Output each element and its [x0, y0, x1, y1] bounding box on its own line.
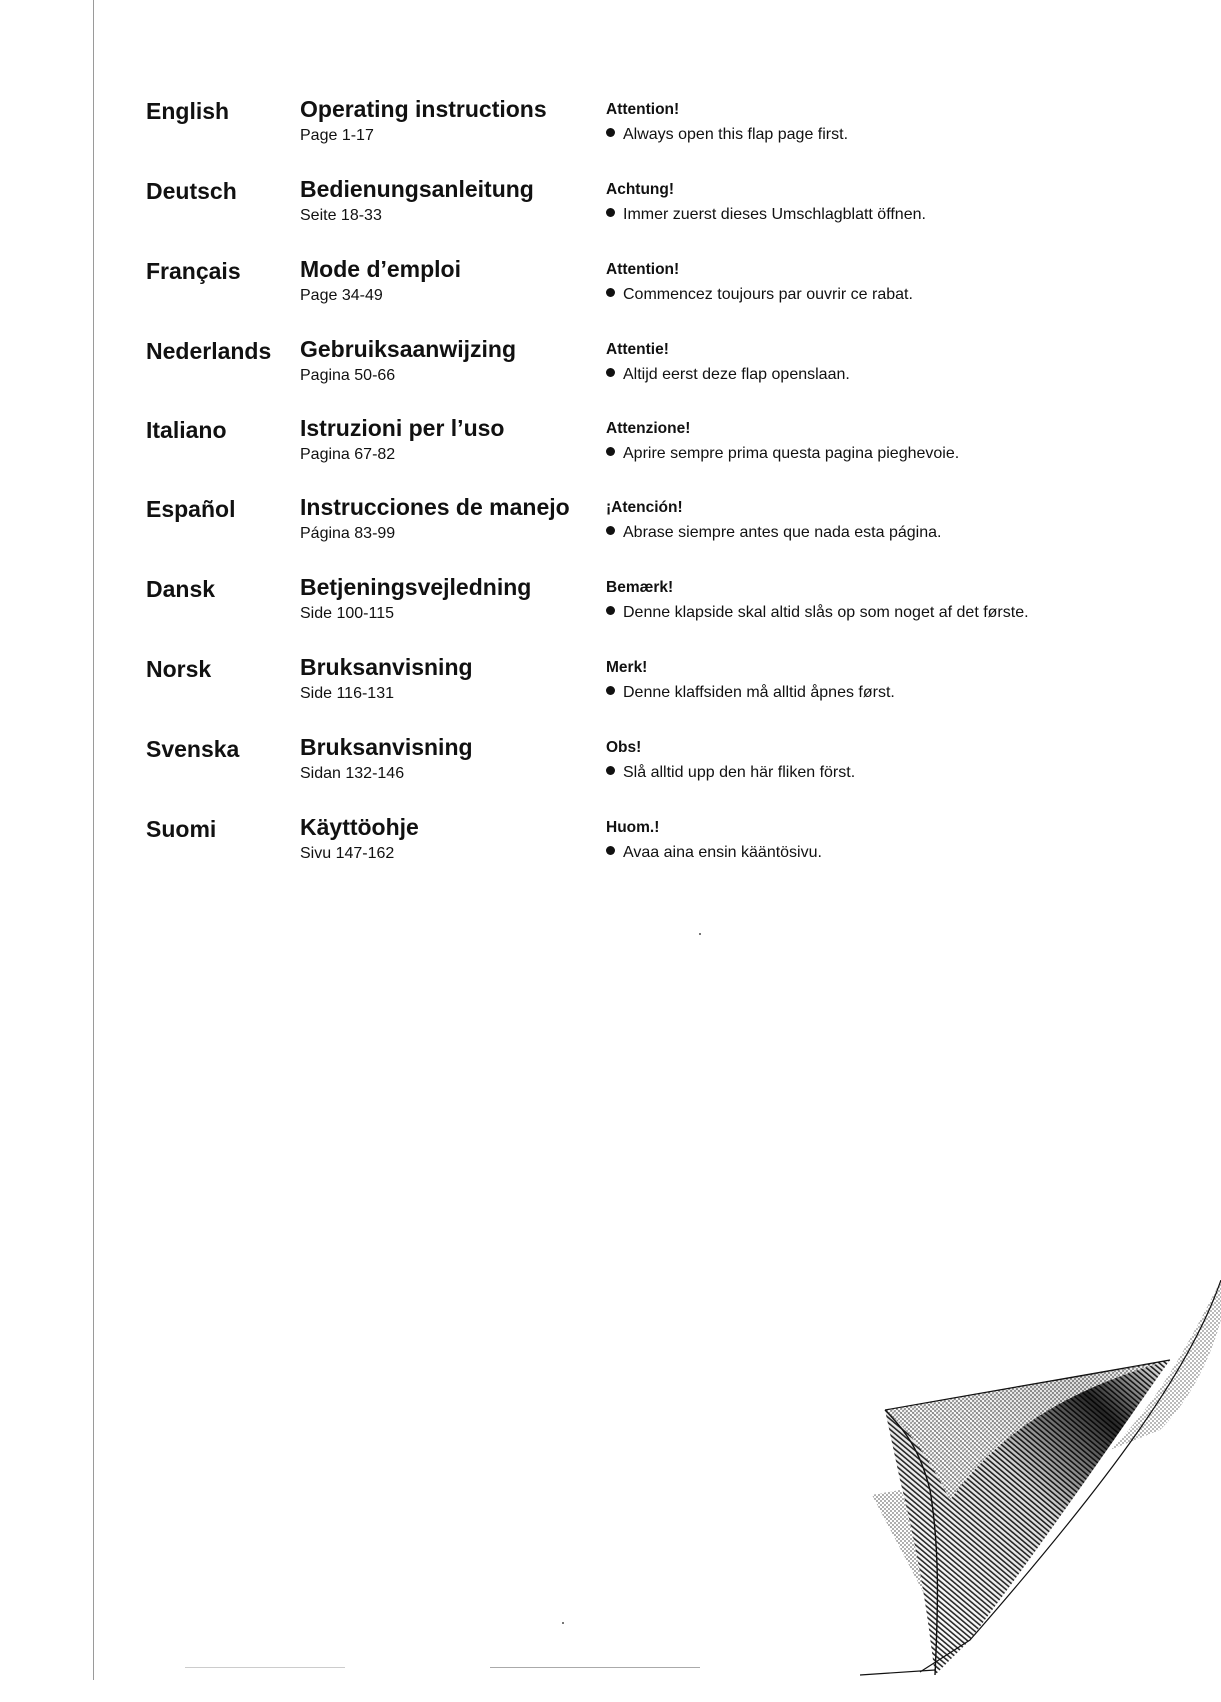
attention-note	[606, 124, 848, 146]
language-name: Français	[146, 258, 241, 284]
attention-heading: Attention!	[606, 261, 680, 278]
entry-english	[0, 96, 1221, 166]
scan-artifact-line	[490, 1667, 700, 1668]
language-name: Norsk	[146, 656, 212, 682]
manual-title: Bedienungsanleitung	[300, 176, 534, 202]
attention-note-text: Aprire sempre prima questa pagina pieghevoie.	[623, 445, 960, 462]
manual-title: Operating instructions	[300, 96, 547, 122]
language-name: Svenska	[146, 736, 240, 762]
page-curl-icon	[860, 1280, 1221, 1680]
entry-suomi	[0, 814, 1221, 884]
scan-artifact-line	[185, 1667, 345, 1668]
bullet-dot-icon	[606, 368, 615, 377]
manual-title: Mode d’emploi	[300, 256, 461, 282]
bullet-dot-icon	[606, 208, 615, 217]
page-range: Side 100-115	[300, 605, 394, 622]
language-name: Italiano	[146, 417, 227, 443]
attention-note	[606, 284, 913, 306]
attention-note	[606, 682, 895, 704]
attention-heading: Huom.!	[606, 819, 660, 836]
language-name: Dansk	[146, 576, 216, 602]
bullet-dot-icon	[606, 686, 615, 695]
page-range: Side 116-131	[300, 685, 394, 702]
page-range: Sivu 147-162	[300, 845, 395, 862]
attention-note	[606, 762, 855, 784]
attention-note	[606, 842, 822, 864]
attention-note-text: Commencez toujours par ouvrir ce rabat.	[623, 286, 913, 303]
attention-heading: Attenzione!	[606, 420, 691, 437]
attention-note-text: Altijd eerst deze flap openslaan.	[623, 366, 850, 383]
attention-note	[606, 522, 941, 544]
attention-note-text: Avaa aina ensin kääntösivu.	[623, 844, 822, 861]
language-name: Español	[146, 496, 236, 522]
print-speck	[699, 933, 701, 935]
attention-note-text: Denne klaffsiden må alltid åpnes først.	[623, 684, 895, 701]
bullet-dot-icon	[606, 288, 615, 297]
language-name: English	[146, 98, 230, 124]
attention-note-text: Abrase siempre antes que nada esta página.	[623, 524, 942, 541]
entry-italiano	[0, 415, 1221, 485]
bullet-dot-icon	[606, 606, 615, 615]
page-range: Página 83-99	[300, 525, 396, 542]
language-name: Suomi	[146, 816, 217, 842]
page-range: Pagina 67-82	[300, 446, 396, 463]
attention-note-text: Immer zuerst dieses Umschlagblatt öffnen.	[623, 206, 926, 223]
entry-deutsch	[0, 176, 1221, 246]
entry-norsk	[0, 654, 1221, 724]
manual-title: Bruksanvisning	[300, 734, 473, 760]
entry-francais	[0, 256, 1221, 326]
bullet-dot-icon	[606, 447, 615, 456]
bullet-dot-icon	[606, 846, 615, 855]
attention-note	[606, 204, 926, 226]
entry-svenska	[0, 734, 1221, 804]
attention-note-text: Slå alltid upp den här fliken först.	[623, 764, 856, 781]
attention-heading: Obs!	[606, 739, 642, 756]
page-range: Page 34-49	[300, 287, 383, 304]
bullet-dot-icon	[606, 128, 615, 137]
attention-note	[606, 443, 959, 465]
entry-dansk	[0, 574, 1221, 644]
language-name: Nederlands	[146, 338, 272, 364]
manual-title: Instrucciones de manejo	[300, 494, 570, 520]
page-range: Pagina 50-66	[300, 367, 396, 384]
print-speck	[562, 1622, 564, 1624]
manual-title: Bruksanvisning	[300, 654, 473, 680]
attention-note	[606, 364, 850, 386]
attention-heading: Attention!	[606, 101, 680, 118]
attention-heading: Achtung!	[606, 181, 675, 198]
manual-title: Istruzioni per l’uso	[300, 415, 505, 441]
entry-nederlands	[0, 336, 1221, 406]
page-range: Page 1-17	[300, 127, 374, 144]
attention-note	[606, 602, 1029, 624]
manual-title: Betjeningsvejledning	[300, 574, 532, 600]
attention-note-text: Always open this flap page first.	[623, 126, 849, 143]
manual-title: Käyttöohje	[300, 814, 419, 840]
manual-title: Gebruiksaanwijzing	[300, 336, 516, 362]
page-range: Sidan 132-146	[300, 765, 405, 782]
attention-heading: Attentie!	[606, 341, 669, 358]
attention-heading: Merk!	[606, 659, 648, 676]
attention-heading: Bemærk!	[606, 579, 674, 596]
page-range: Seite 18-33	[300, 207, 382, 224]
language-name: Deutsch	[146, 178, 237, 204]
attention-heading: ¡Atención!	[606, 499, 683, 516]
bullet-dot-icon	[606, 526, 615, 535]
entry-espanol	[0, 494, 1221, 564]
attention-note-text: Denne klapside skal altid slås op som noget af det første.	[623, 604, 1029, 621]
bullet-dot-icon	[606, 766, 615, 775]
